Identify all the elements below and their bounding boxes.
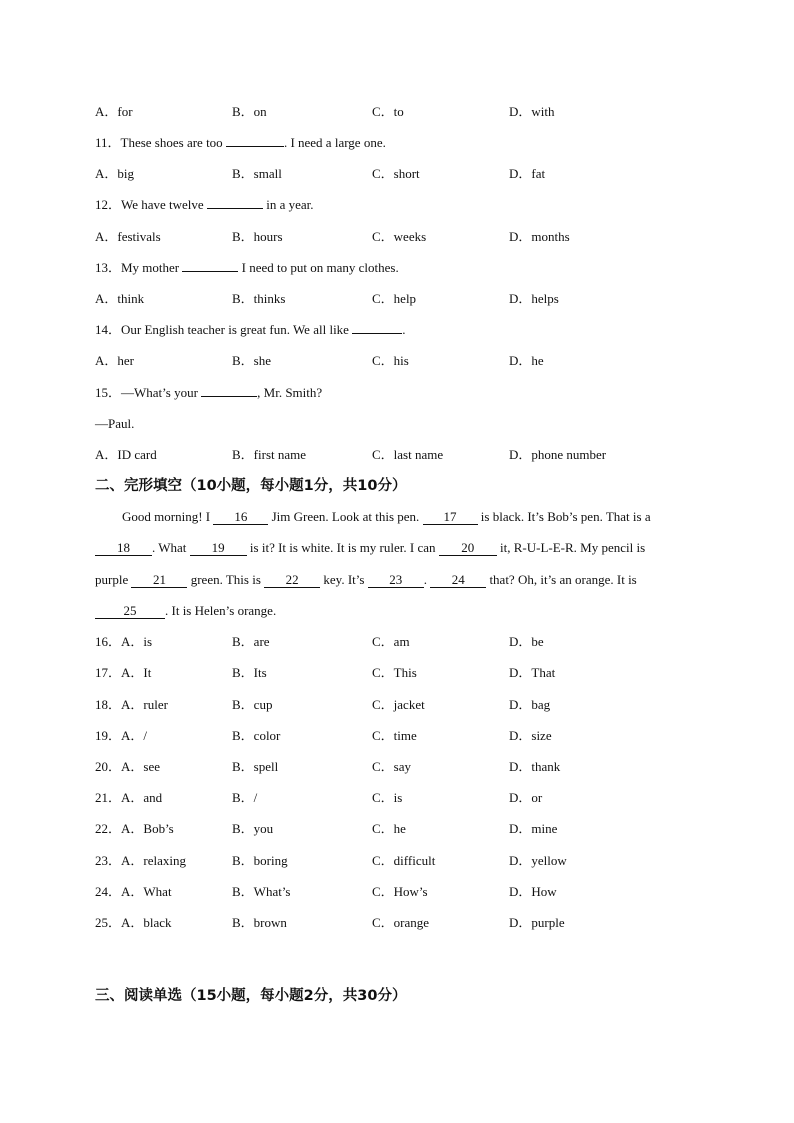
q23-option-d[interactable]: D．yellow	[509, 853, 567, 868]
q13-blank[interactable]	[182, 258, 238, 272]
q15-stem	[95, 383, 322, 403]
q25-option-c[interactable]: C．orange	[372, 915, 430, 930]
q14-stem-post: .	[402, 322, 406, 337]
q23-number: 23．	[95, 853, 122, 868]
q17-option-d[interactable]: D．That	[509, 665, 556, 680]
q14-stem	[95, 320, 405, 340]
q22-number: 22．	[95, 821, 122, 836]
cloze-blank-23[interactable]: 23	[368, 573, 424, 588]
cloze-text: . It is Helen’s orange.	[165, 603, 277, 618]
q15-stem-post: , Mr. Smith?	[257, 385, 323, 400]
cloze-text: purple	[95, 572, 132, 587]
cloze-line-1	[122, 507, 651, 527]
q21-option-c[interactable]: C．is	[372, 790, 403, 805]
cloze-blank-21[interactable]: 21	[131, 573, 187, 588]
q19-number: 19．	[95, 728, 122, 743]
q25-option-d[interactable]: D．purple	[509, 915, 565, 930]
q20-option-b[interactable]: B．spell	[232, 759, 279, 774]
cloze-blank-19[interactable]: 19	[190, 541, 247, 556]
q15-blank[interactable]	[201, 383, 257, 397]
q24-number: 24．	[95, 884, 122, 899]
q14-option-c[interactable]: C．his	[372, 353, 409, 368]
q11-option-a[interactable]: A．big	[95, 166, 135, 181]
q24-option-c[interactable]: C．How’s	[372, 884, 428, 899]
q21-option-a[interactable]: A．and	[121, 790, 163, 805]
q19-option-c[interactable]: C．time	[372, 728, 417, 743]
q19-option-d[interactable]: D．size	[509, 728, 552, 743]
q15-option-c[interactable]: C．last name	[372, 447, 444, 462]
q18-number: 18．	[95, 697, 122, 712]
cloze-blank-24[interactable]: 24	[430, 573, 486, 588]
q10-option-b[interactable]: B．on	[232, 104, 267, 119]
q12-option-d[interactable]: D．months	[509, 229, 570, 244]
q22-option-a[interactable]: A．Bob’s	[121, 821, 174, 836]
q12-stem-post: in a year.	[262, 197, 314, 212]
q18-option-c[interactable]: C．jacket	[372, 697, 425, 712]
q12-stem	[95, 195, 314, 215]
cloze-text: . What	[152, 540, 190, 555]
q22-option-b[interactable]: B．you	[232, 821, 274, 836]
cloze-text: Good morning! I	[122, 509, 214, 524]
q10-option-c[interactable]: C．to	[372, 104, 404, 119]
q11-option-b[interactable]: B．small	[232, 166, 282, 181]
q19-option-b[interactable]: B．color	[232, 728, 281, 743]
q14-stem-pre: 14．Our English teacher is great fun. We all like	[95, 322, 353, 337]
q14-blank[interactable]	[352, 320, 402, 334]
q20-number: 20．	[95, 759, 122, 774]
q13-option-d[interactable]: D．helps	[509, 291, 559, 306]
cloze-text: key. It’s	[320, 572, 368, 587]
q11-stem-post: . I need a large one.	[283, 135, 386, 150]
q20-option-d[interactable]: D．thank	[509, 759, 561, 774]
q14-option-b[interactable]: B．she	[232, 353, 272, 368]
q12-blank[interactable]	[207, 195, 263, 209]
q10-option-d[interactable]: D．with	[509, 104, 555, 119]
q16-number: 16．	[95, 634, 122, 649]
q25-number: 25．	[95, 915, 122, 930]
cloze-text: that? Oh, it’s an orange. It is	[486, 572, 637, 587]
q18-option-d[interactable]: D．bag	[509, 697, 551, 712]
q17-option-b[interactable]: B．Its	[232, 665, 267, 680]
cloze-text: is it? It is white. It is my ruler. I can	[246, 540, 439, 555]
q13-stem-pre: 13．My mother	[95, 260, 183, 275]
cloze-line-3	[95, 570, 637, 590]
q15-answer-line: —Paul.	[95, 416, 135, 431]
q14-option-a[interactable]: A．her	[95, 353, 134, 368]
q11-option-d[interactable]: D．fat	[509, 166, 546, 181]
q12-option-a[interactable]: A．festivals	[95, 229, 161, 244]
q12-option-b[interactable]: B．hours	[232, 229, 283, 244]
q16-option-d[interactable]: D．be	[509, 634, 544, 649]
cloze-blank-20[interactable]: 20	[439, 541, 497, 556]
q11-stem	[95, 133, 386, 153]
q10-option-a[interactable]: A．for	[95, 104, 133, 119]
q20-option-a[interactable]: A．see	[121, 759, 161, 774]
q15-stem-pre: 15．—What’s your	[95, 385, 202, 400]
q21-option-d[interactable]: D．or	[509, 790, 543, 805]
cloze-text: .	[423, 572, 431, 587]
q13-option-b[interactable]: B．thinks	[232, 291, 286, 306]
q11-stem-pre: 11．These shoes are too	[95, 135, 226, 150]
q12-stem-pre: 12．We have twelve	[95, 197, 207, 212]
q22-option-d[interactable]: D．mine	[509, 821, 558, 836]
q18-option-a[interactable]: A．ruler	[121, 697, 168, 712]
q13-stem	[95, 258, 399, 278]
q25-option-a[interactable]: A．black	[121, 915, 172, 930]
cloze-line-4	[95, 601, 276, 621]
q12-option-c[interactable]: C．weeks	[372, 229, 427, 244]
cloze-blank-18[interactable]: 18	[95, 541, 152, 556]
q15-option-d[interactable]: D．phone number	[509, 447, 607, 462]
q22-option-c[interactable]: C．he	[372, 821, 406, 836]
q17-option-c[interactable]: C．This	[372, 665, 417, 680]
q17-number: 17．	[95, 665, 122, 680]
q15-option-b[interactable]: B．first name	[232, 447, 307, 462]
q21-option-b[interactable]: B．/	[232, 790, 258, 805]
cloze-blank-17[interactable]: 17	[423, 510, 478, 525]
q13-stem-post: I need to put on many clothes.	[238, 260, 399, 275]
q15-option-a[interactable]: A．ID card	[95, 447, 157, 462]
q19-option-a[interactable]: A．/	[121, 728, 148, 743]
q11-blank[interactable]	[226, 133, 284, 147]
q16-option-b[interactable]: B．are	[232, 634, 270, 649]
q13-option-c[interactable]: C．help	[372, 291, 417, 306]
q24-option-a[interactable]: A．What	[121, 884, 172, 899]
cloze-blank-22[interactable]: 22	[264, 573, 320, 588]
cloze-text: it, R-U-L-E-R. My pencil is	[496, 540, 646, 555]
section3-heading: 三、阅读单选（15小题，每小题2分，共30分）	[95, 988, 407, 1004]
q11-option-c[interactable]: C．short	[372, 166, 420, 181]
cloze-text: Jim Green. Look at this pen.	[268, 509, 423, 524]
q14-option-d[interactable]: D．he	[509, 353, 544, 368]
cloze-blank-25[interactable]: 25	[95, 604, 165, 619]
q16-option-c[interactable]: C．am	[372, 634, 410, 649]
q16-option-a[interactable]: A．is	[121, 634, 153, 649]
cloze-text: is black. It’s Bob’s pen. That is a	[477, 509, 651, 524]
q20-option-c[interactable]: C．say	[372, 759, 412, 774]
cloze-line-2	[95, 538, 645, 558]
cloze-text: green. This is	[187, 572, 265, 587]
q17-option-a[interactable]: A．It	[121, 665, 152, 680]
cloze-blank-16[interactable]: 16	[213, 510, 268, 525]
q24-option-b[interactable]: B．What’s	[232, 884, 291, 899]
q24-option-d[interactable]: D．How	[509, 884, 557, 899]
section2-heading: 二、完形填空（10小题，每小题1分，共10分）	[95, 478, 407, 494]
q25-option-b[interactable]: B．brown	[232, 915, 287, 930]
q21-number: 21．	[95, 790, 122, 805]
q23-option-b[interactable]: B．boring	[232, 853, 288, 868]
q23-option-c[interactable]: C．difficult	[372, 853, 436, 868]
q23-option-a[interactable]: A．relaxing	[121, 853, 186, 868]
q18-option-b[interactable]: B．cup	[232, 697, 273, 712]
q13-option-a[interactable]: A．think	[95, 291, 145, 306]
